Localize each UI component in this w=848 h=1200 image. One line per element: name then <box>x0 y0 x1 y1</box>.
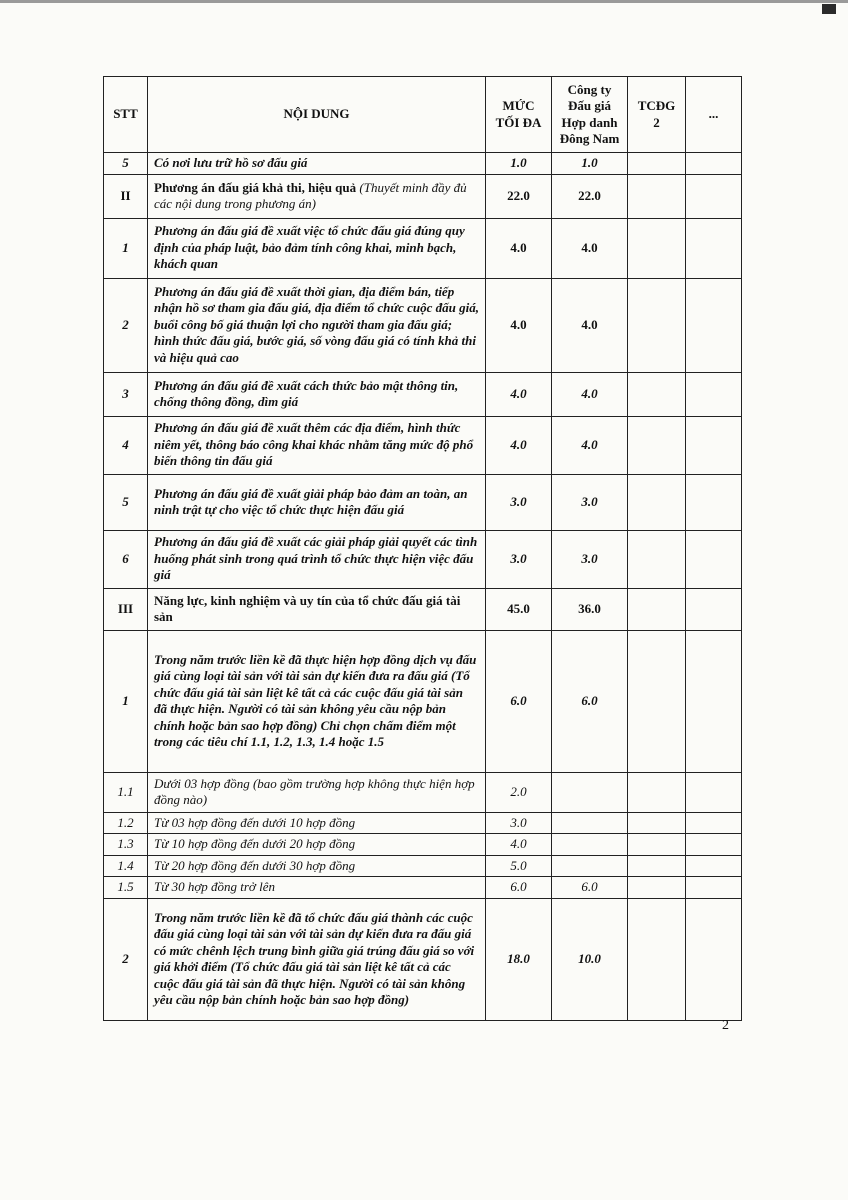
table-row <box>104 416 742 474</box>
row-max: 22.0 <box>486 174 552 218</box>
table-row <box>104 153 742 175</box>
row-score: 6.0 <box>552 630 628 772</box>
row-tcdg <box>628 153 686 175</box>
table-row <box>104 530 742 588</box>
row-more <box>686 278 742 372</box>
row-more <box>686 530 742 588</box>
row-stt: 1.1 <box>104 772 148 812</box>
row-score: 4.0 <box>552 278 628 372</box>
row-content: Dưới 03 hợp đồng (bao gồm trường hợp không thực hiện hợp đồng nào) <box>148 772 486 812</box>
row-stt: II <box>104 174 148 218</box>
row-tcdg <box>628 588 686 630</box>
row-stt: 1.4 <box>104 855 148 877</box>
row-max: 6.0 <box>486 630 552 772</box>
header-tcdg: TCĐG 2 <box>628 77 686 153</box>
row-more <box>686 898 742 1020</box>
row-max: 5.0 <box>486 855 552 877</box>
table-row-section <box>104 174 742 218</box>
row-max: 3.0 <box>486 474 552 530</box>
row-score <box>552 834 628 856</box>
row-tcdg <box>628 218 686 278</box>
row-max: 1.0 <box>486 153 552 175</box>
row-more <box>686 855 742 877</box>
row-score: 3.0 <box>552 474 628 530</box>
row-tcdg <box>628 416 686 474</box>
row-stt: 2 <box>104 898 148 1020</box>
table-row <box>104 218 742 278</box>
table-row <box>104 834 742 856</box>
row-content-note: (Thuyết minh đầy đủ các nội dung trong phương án) <box>154 179 467 211</box>
row-tcdg <box>628 278 686 372</box>
row-tcdg <box>628 530 686 588</box>
row-max: 4.0 <box>486 372 552 416</box>
row-tcdg <box>628 772 686 812</box>
row-more <box>686 812 742 834</box>
table-row <box>104 278 742 372</box>
row-stt: 5 <box>104 474 148 530</box>
row-stt: III <box>104 588 148 630</box>
row-max: 18.0 <box>486 898 552 1020</box>
row-content: Phương án đấu giá đề xuất thời gian, địa điểm bán, tiếp nhận hồ sơ tham gia đấu giá, địa điểm tổ chức cuộc đấu giá, buổi công bố giá thuận lợi cho người tham gia đấu giá; hình thức đấu giá, bước giá, số vòng đấu giá có tính khả thi và hiệu quả cao <box>148 278 486 372</box>
row-tcdg <box>628 812 686 834</box>
row-stt: 6 <box>104 530 148 588</box>
row-max: 45.0 <box>486 588 552 630</box>
row-tcdg <box>628 630 686 772</box>
table-row <box>104 877 742 899</box>
row-score: 4.0 <box>552 416 628 474</box>
page-number: 2 <box>722 1018 729 1033</box>
row-tcdg <box>628 474 686 530</box>
row-stt: 1 <box>104 630 148 772</box>
row-more <box>686 834 742 856</box>
row-max: 4.0 <box>486 834 552 856</box>
row-max: 4.0 <box>486 218 552 278</box>
row-score: 10.0 <box>552 898 628 1020</box>
row-tcdg <box>628 898 686 1020</box>
row-score <box>552 772 628 812</box>
table-row <box>104 772 742 812</box>
table-row-section <box>104 588 742 630</box>
row-more <box>686 416 742 474</box>
table-row <box>104 630 742 772</box>
row-more <box>686 772 742 812</box>
row-content: Từ 20 hợp đồng đến dưới 30 hợp đồng <box>148 855 486 877</box>
row-content-title: Phương án đấu giá khả thi, hiệu quả <box>154 179 357 195</box>
row-tcdg <box>628 877 686 899</box>
scan-corner-mark <box>822 4 836 14</box>
scoring-table <box>103 76 742 1021</box>
row-more <box>686 218 742 278</box>
row-more <box>686 630 742 772</box>
table-row <box>104 855 742 877</box>
row-max: 4.0 <box>486 278 552 372</box>
row-content <box>148 174 486 218</box>
row-stt: 5 <box>104 153 148 175</box>
header-content: NỘI DUNG <box>148 77 486 153</box>
row-content: Phương án đấu giá đề xuất việc tổ chức đấu giá đúng quy định của pháp luật, bảo đảm tính công khai, minh bạch, khách quan <box>148 218 486 278</box>
row-max: 3.0 <box>486 812 552 834</box>
row-content: Có nơi lưu trữ hồ sơ đấu giá <box>148 153 486 175</box>
row-more <box>686 474 742 530</box>
row-score <box>552 855 628 877</box>
row-stt: 3 <box>104 372 148 416</box>
row-content: Năng lực, kinh nghiệm và uy tín của tổ chức đấu giá tài sản <box>148 588 486 630</box>
row-tcdg <box>628 855 686 877</box>
row-score: 4.0 <box>552 218 628 278</box>
row-content: Phương án đấu giá đề xuất thêm các địa điểm, hình thức niêm yết, thông báo công khai khác nhằm tăng mức độ phổ biến thông tin đấu giá <box>148 416 486 474</box>
row-more <box>686 588 742 630</box>
row-content: Từ 03 hợp đồng đến dưới 10 hợp đồng <box>148 812 486 834</box>
row-more <box>686 372 742 416</box>
table-header-row <box>104 77 742 153</box>
row-content: Trong năm trước liền kề đã thực hiện hợp đồng dịch vụ đấu giá cùng loại tài sản với tài sản dự kiến đưa ra đấu giá (Tổ chức đấu giá tài sản liệt kê tất cả các cuộc đấu giá tài sản đã thực hiện. Người có tài sản không yêu cầu nộp bản chính hoặc bản sao hợp đồng) Chỉ chọn chấm điểm một trong các tiêu chí 1.1, 1.2, 1.3, 1.4 hoặc 1.5 <box>148 630 486 772</box>
row-more <box>686 153 742 175</box>
row-max: 3.0 <box>486 530 552 588</box>
header-more: ... <box>686 77 742 153</box>
row-score: 36.0 <box>552 588 628 630</box>
row-stt: 1.3 <box>104 834 148 856</box>
row-content: Từ 30 hợp đồng trở lên <box>148 877 486 899</box>
row-score: 1.0 <box>552 153 628 175</box>
scan-top-edge <box>0 0 848 3</box>
row-stt: 2 <box>104 278 148 372</box>
row-tcdg <box>628 834 686 856</box>
row-score: 22.0 <box>552 174 628 218</box>
table-row <box>104 372 742 416</box>
row-stt: 1.2 <box>104 812 148 834</box>
row-tcdg <box>628 372 686 416</box>
row-score: 4.0 <box>552 372 628 416</box>
row-stt: 4 <box>104 416 148 474</box>
row-content: Từ 10 hợp đồng đến dưới 20 hợp đồng <box>148 834 486 856</box>
row-stt: 1 <box>104 218 148 278</box>
row-content: Trong năm trước liền kề đã tổ chức đấu giá thành các cuộc đấu giá cùng loại tài sản với tài sản dự kiến đưa ra đấu giá có mức chênh lệch trung bình giữa giá trúng đấu giá so với giá khởi điểm (Tổ chức đấu giá tài sản liệt kê tất cả các cuộc đấu giá tài sản đã thực hiện. Người có tài sản không yêu cầu nộp bản chính hoặc bản sao hợp đồng) <box>148 898 486 1020</box>
header-max-score: MỨC TỐI ĐA <box>486 77 552 153</box>
row-content: Phương án đấu giá đề xuất các giải pháp giải quyết các tình huống phát sinh trong quá trình tổ chức thực hiện việc đấu giá <box>148 530 486 588</box>
row-content: Phương án đấu giá đề xuất giải pháp bảo đảm an toàn, an ninh trật tự cho việc tổ chức thực hiện đấu giá <box>148 474 486 530</box>
table-row <box>104 474 742 530</box>
header-company: Công ty Đấu giá Hợp danh Đông Nam <box>552 77 628 153</box>
header-stt: STT <box>104 77 148 153</box>
row-score: 3.0 <box>552 530 628 588</box>
table-row <box>104 898 742 1020</box>
row-score: 6.0 <box>552 877 628 899</box>
table-row <box>104 812 742 834</box>
row-max: 2.0 <box>486 772 552 812</box>
row-content: Phương án đấu giá đề xuất cách thức bảo mật thông tin, chống thông đồng, dìm giá <box>148 372 486 416</box>
row-tcdg <box>628 174 686 218</box>
row-more <box>686 877 742 899</box>
row-more <box>686 174 742 218</box>
row-max: 6.0 <box>486 877 552 899</box>
row-stt: 1.5 <box>104 877 148 899</box>
row-score <box>552 812 628 834</box>
row-max: 4.0 <box>486 416 552 474</box>
